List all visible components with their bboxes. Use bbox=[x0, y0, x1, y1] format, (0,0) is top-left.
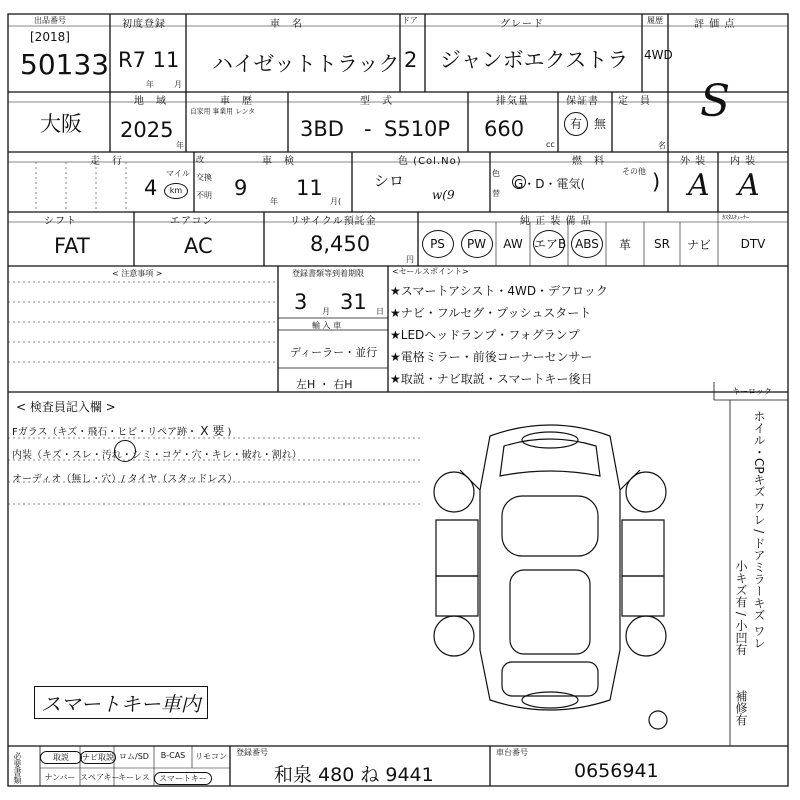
front-window bbox=[502, 496, 598, 556]
equipment-3 bbox=[530, 222, 568, 266]
equipment-6 bbox=[644, 222, 680, 266]
color-change-1: 色 bbox=[492, 169, 500, 178]
right-rear-panel bbox=[622, 576, 664, 616]
recycle-label: リサイクル預託金 bbox=[290, 216, 377, 227]
shift-label: シフト bbox=[44, 216, 77, 227]
warranty-no: 無 bbox=[594, 117, 607, 131]
grade-label: グレード bbox=[500, 19, 544, 30]
equipment-label-8: DTV bbox=[740, 237, 766, 251]
ac-label: エアコン bbox=[170, 216, 214, 227]
side-legend-1: ホイル・CPキズ ワレ / ドアミラーキズ ワレ bbox=[752, 410, 766, 649]
score: S bbox=[700, 76, 731, 127]
equipment-label-5: 革 bbox=[618, 237, 631, 252]
plate-label: 登録番号 bbox=[236, 748, 268, 757]
equipment-7 bbox=[680, 222, 718, 266]
caution-label: < 注意事項 > bbox=[112, 269, 163, 278]
ac: AC bbox=[184, 234, 213, 258]
rear-right-wheel bbox=[626, 616, 666, 656]
deadline-label: 登録書類等到着期限 bbox=[292, 269, 364, 278]
interior-grade: A bbox=[738, 168, 760, 203]
equipment-list bbox=[418, 222, 788, 266]
plate-number: 和泉 480 ね 9441 bbox=[274, 764, 434, 786]
mirror-lines bbox=[460, 470, 640, 490]
equipment-5 bbox=[606, 222, 644, 266]
warranty-label: 保証書 bbox=[566, 96, 599, 107]
side-legend-2: 小キズ有 / 小凹有 bbox=[734, 560, 748, 656]
inspector-glass-line bbox=[12, 422, 231, 439]
sale-point-1: ★スマートアシスト・4WD・デフロック bbox=[390, 284, 608, 298]
first-reg-year-unit: 年 bbox=[146, 80, 154, 89]
equipment-8 bbox=[718, 222, 788, 266]
displacement-unit: cc bbox=[546, 140, 555, 149]
keylock-label: キーロック bbox=[732, 387, 772, 396]
doc-item-b0: ナンバー bbox=[44, 773, 76, 782]
doc-item-2: ロム/SD bbox=[119, 752, 149, 761]
shift: FAT bbox=[54, 234, 90, 258]
shaken-year-unit: 年 bbox=[270, 197, 278, 206]
mileage-label: 走 行 bbox=[90, 156, 123, 167]
region: 大阪 bbox=[40, 112, 82, 136]
odo-flag-unknown: 不明 bbox=[196, 191, 212, 200]
sale-point-5: ★取説・ナビ取説・スマートキー後日 bbox=[390, 372, 593, 386]
model-year: [2018] bbox=[30, 30, 70, 44]
equipment-0 bbox=[418, 222, 457, 266]
tuner-label: ｶｽﾀﾑﾁｭｰﾅｰ bbox=[722, 214, 749, 221]
inspection-year: 2025 bbox=[120, 118, 174, 142]
equipment-4 bbox=[568, 222, 606, 266]
fuel-options: G・D・電気( bbox=[514, 177, 586, 191]
car-body-diagram bbox=[420, 400, 680, 730]
spare-wheel bbox=[649, 711, 667, 729]
docs-row-2 bbox=[40, 770, 230, 786]
model-label: 型 式 bbox=[360, 96, 393, 107]
right-door bbox=[622, 520, 664, 576]
equipment-1 bbox=[457, 222, 496, 266]
interior-stain-circle bbox=[114, 440, 136, 462]
hood-panel bbox=[500, 439, 600, 476]
color: シロ bbox=[374, 172, 405, 190]
equipment-label-7: ナビ bbox=[686, 237, 711, 252]
handwritten-note: スマートキー車内 bbox=[34, 686, 208, 719]
use-type-options: 自家用 事業用 レンタ bbox=[190, 107, 256, 116]
exterior-label: 外 装 bbox=[680, 156, 707, 167]
odo-flag-changed: 改 bbox=[196, 155, 204, 164]
equipment-label: 純 正 装 備 品 bbox=[520, 216, 592, 227]
doc-item-0: 取説 bbox=[40, 751, 82, 764]
left-door bbox=[436, 520, 478, 576]
equipment-label-1: PW bbox=[461, 230, 493, 258]
roof-panel bbox=[510, 570, 590, 654]
car-name: ハイゼットトラック bbox=[212, 52, 400, 76]
import-label: 輸 入 車 bbox=[312, 321, 342, 330]
doc-item-b3: スマートキー bbox=[154, 772, 212, 785]
shaken-day: 11 bbox=[296, 176, 323, 200]
glass-end: ) bbox=[227, 427, 232, 438]
doc-item-3: B-CAS bbox=[160, 751, 186, 760]
mileage: 4 bbox=[144, 176, 158, 200]
shaken-month: 9 bbox=[234, 176, 248, 200]
chassis-number: 0656941 bbox=[574, 760, 659, 782]
car-name-label: 車 名 bbox=[270, 19, 303, 30]
color-label: 色 (Col.No) bbox=[398, 156, 462, 167]
capacity-unit: 名 bbox=[658, 141, 666, 150]
shaken-label: 車 検 bbox=[262, 156, 295, 167]
lot-number: 50133 bbox=[20, 48, 110, 81]
fuel-other-label: その他 bbox=[622, 167, 646, 176]
model-dash: - bbox=[364, 117, 372, 141]
displacement: 660 bbox=[484, 117, 525, 141]
left-rear-panel bbox=[436, 576, 478, 616]
rear-panel bbox=[502, 662, 598, 696]
exterior-grade: A bbox=[688, 168, 710, 203]
fuel-label: 燃 料 bbox=[572, 156, 605, 167]
import-value: ディーラー・並行 bbox=[290, 346, 378, 359]
inspection-year-unit: 年 bbox=[176, 141, 184, 150]
doc-item-4: リモコン bbox=[195, 752, 227, 761]
equipment-label-3: エアB bbox=[533, 230, 565, 258]
doc-item-1: ナビ取説 bbox=[82, 753, 114, 762]
doors: 2 bbox=[404, 48, 418, 72]
equipment-label-2: AW bbox=[503, 237, 523, 251]
docs-label: 必要書類 bbox=[13, 752, 22, 784]
odo-flag-replaced: 交換 bbox=[196, 173, 212, 182]
recycle-fee: 8,450 bbox=[310, 232, 371, 256]
warranty-yes: 有 bbox=[564, 112, 588, 136]
grade: ジャンボエクストラ bbox=[440, 48, 629, 72]
sale-point-2: ★ナビ・フルセグ・プッシュスタート bbox=[390, 306, 592, 320]
drive-type: 4WD bbox=[644, 48, 673, 62]
fuel-close: ) bbox=[652, 170, 661, 194]
lot-label: 出品番号 bbox=[34, 16, 66, 25]
first-reg-month-unit: 月 bbox=[174, 80, 182, 89]
doc-item-b1: スペアキー bbox=[80, 773, 120, 782]
history-type-label: 車 歴 bbox=[220, 96, 253, 107]
interior-label: 内 装 bbox=[730, 156, 757, 167]
sale-points-label: <セールスポイント> bbox=[392, 267, 469, 276]
deadline-day: 31 bbox=[340, 290, 367, 314]
recycle-yen: 円 bbox=[406, 255, 414, 264]
displacement-label: 排気量 bbox=[496, 96, 529, 107]
first-reg: R7 11 bbox=[118, 48, 180, 72]
region-label-2: 地 域 bbox=[134, 96, 167, 107]
glass-mark: X 要 bbox=[200, 424, 225, 438]
sale-point-4: ★電格ミラー・前後コーナーセンサー bbox=[390, 350, 593, 364]
capacity-label: 定 員 bbox=[618, 96, 651, 107]
docs-row-1 bbox=[40, 748, 230, 768]
deadline-month-unit: 月 bbox=[322, 307, 330, 316]
model-prefix: 3BD bbox=[300, 117, 344, 141]
inspector-audio-line: オーディオ（無し・穴）/ タイヤ（スタッドレス） bbox=[12, 474, 238, 485]
door-label: ドア bbox=[402, 16, 418, 25]
glass-text: Fガラス（キズ・飛石・ヒビ・リペア跡・ bbox=[12, 427, 198, 438]
first-reg-label: 初度登録 bbox=[122, 19, 166, 30]
score-label: 評 価 点 bbox=[694, 19, 736, 30]
equipment-label-4: ABS bbox=[571, 230, 603, 258]
rear-bumper bbox=[522, 692, 578, 708]
equipment-label-6: SR bbox=[654, 237, 670, 251]
doc-item-b2: キーレス bbox=[118, 773, 150, 782]
km-unit: km bbox=[164, 183, 188, 199]
chassis-label: 車台番号 bbox=[496, 748, 528, 757]
equipment-label-0: PS bbox=[422, 230, 454, 258]
shaken-unit: 月( bbox=[330, 197, 342, 206]
side-legend-3: 補修有 bbox=[734, 690, 748, 726]
color-code: w(9 bbox=[432, 188, 455, 202]
model-code: S510P bbox=[384, 117, 451, 141]
history-label: 履歴 bbox=[647, 16, 663, 25]
rear-left-wheel bbox=[434, 616, 474, 656]
steering: 左H ・ 右H bbox=[296, 378, 353, 391]
sale-point-3: ★LEDヘッドランプ・フォグランプ bbox=[390, 328, 580, 342]
equipment-2 bbox=[496, 222, 530, 266]
inspector-title: < 検査員記入欄 > bbox=[16, 400, 116, 414]
color-change-2: 替 bbox=[492, 189, 500, 198]
deadline-day-unit: 日 bbox=[376, 307, 384, 316]
deadline-month: 3 bbox=[294, 290, 308, 314]
mile-unit: マイル bbox=[166, 169, 190, 178]
inspector-interior-line: 内装（キズ・スレ・汚れ・シミ・コゲ・穴・キレ・破れ・割れ） bbox=[12, 450, 302, 461]
